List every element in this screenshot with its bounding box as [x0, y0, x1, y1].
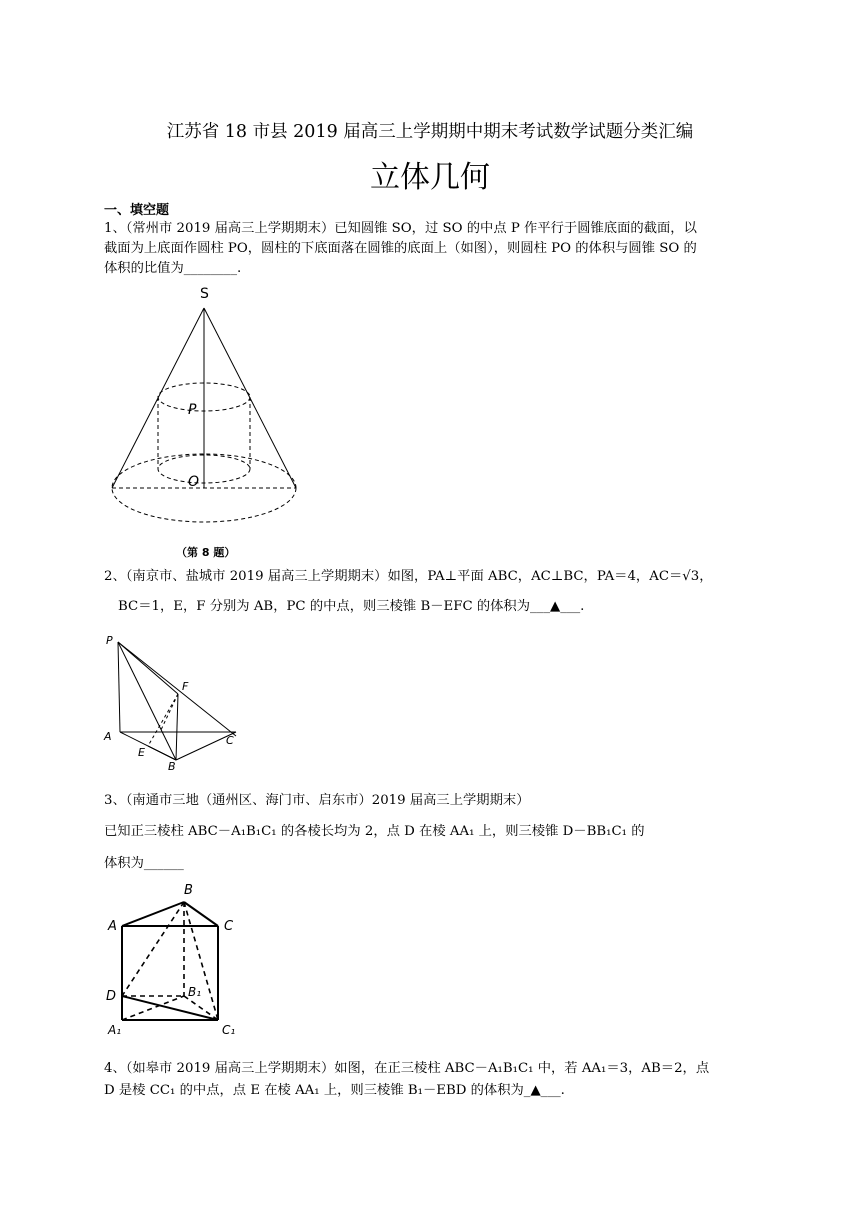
document-title: 江苏省 18 市县 2019 届高三上学期期中期末考试数学试题分类汇编	[166, 122, 694, 142]
fig3-label-b: B	[184, 883, 193, 898]
fig1-label-o: O	[188, 474, 200, 490]
prism-figure	[100, 878, 250, 1043]
fig3-label-c: C	[224, 919, 234, 934]
fig3-label-c1: C₁	[222, 1023, 236, 1037]
q1-line-3: 体积的比值为________.	[104, 261, 242, 276]
q3-line-3: 体积为______	[104, 856, 184, 871]
q1-line-1: 1、（常州市 2019 届高三上学期期末）已知圆锥 SO，过 SO 的中点 P 作平行于圆锥底面的截面，以	[104, 221, 697, 236]
q3-line-2: 已知正三棱柱 ABC－A₁B₁C₁ 的各棱长均为 2，点 D 在棱 AA₁ 上，则三棱锥 D－BB₁C₁ 的	[104, 824, 645, 839]
cone-cylinder-figure	[100, 282, 310, 562]
q4-line-2: D 是棱 CC₁ 的中点，点 E 在棱 AA₁ 上，则三棱锥 B₁－EBD 的体积为_▲___.	[104, 1083, 565, 1098]
fig2-label-e: E	[138, 746, 145, 759]
fig2-label-a: A	[104, 730, 112, 743]
fig2-label-f: F	[182, 680, 189, 693]
fig2-label-b: B	[168, 760, 176, 773]
q4-line-1: 4、（如皋市 2019 届高三上学期期末）如图，在正三棱柱 ABC－A₁B₁C₁ 中，若 AA₁＝3，AB＝2，点	[104, 1061, 710, 1076]
pyramid-figure	[100, 628, 260, 778]
fig1-label-s: S	[200, 286, 209, 302]
fig2-label-c: C	[226, 734, 234, 747]
q2-line-2: BC＝1，E，F 分别为 AB，PC 的中点，则三棱锥 B－EFC 的体积为___▲___.	[118, 599, 585, 614]
fig3-label-d: D	[106, 989, 117, 1004]
fig3-label-b1: B₁	[188, 985, 202, 999]
q2-line-1: 2、（南京市、盐城市 2019 届高三上学期期末）如图，PA⊥平面 ABC，AC⊥BC，PA＝4，AC＝√3，	[104, 569, 713, 584]
fig1-caption: （第 8 题）	[176, 546, 236, 559]
document-subtitle: 立体几何	[370, 160, 490, 195]
fig1-label-p: P	[188, 402, 197, 418]
fig3-label-a: A	[108, 919, 117, 934]
q1-line-2: 截面为上底面作圆柱 PO，圆柱的下底面落在圆锥的底面上（如图），则圆柱 PO 的体积与圆锥 SO 的	[104, 241, 697, 256]
q3-line-1: 3、（南通市三地（通州区、海门市、启东市）2019 届高三上学期期末）	[104, 793, 530, 808]
fig2-label-p: P	[106, 634, 113, 647]
section-heading: 一、填空题	[104, 203, 170, 218]
fig3-label-a1: A₁	[108, 1023, 122, 1037]
